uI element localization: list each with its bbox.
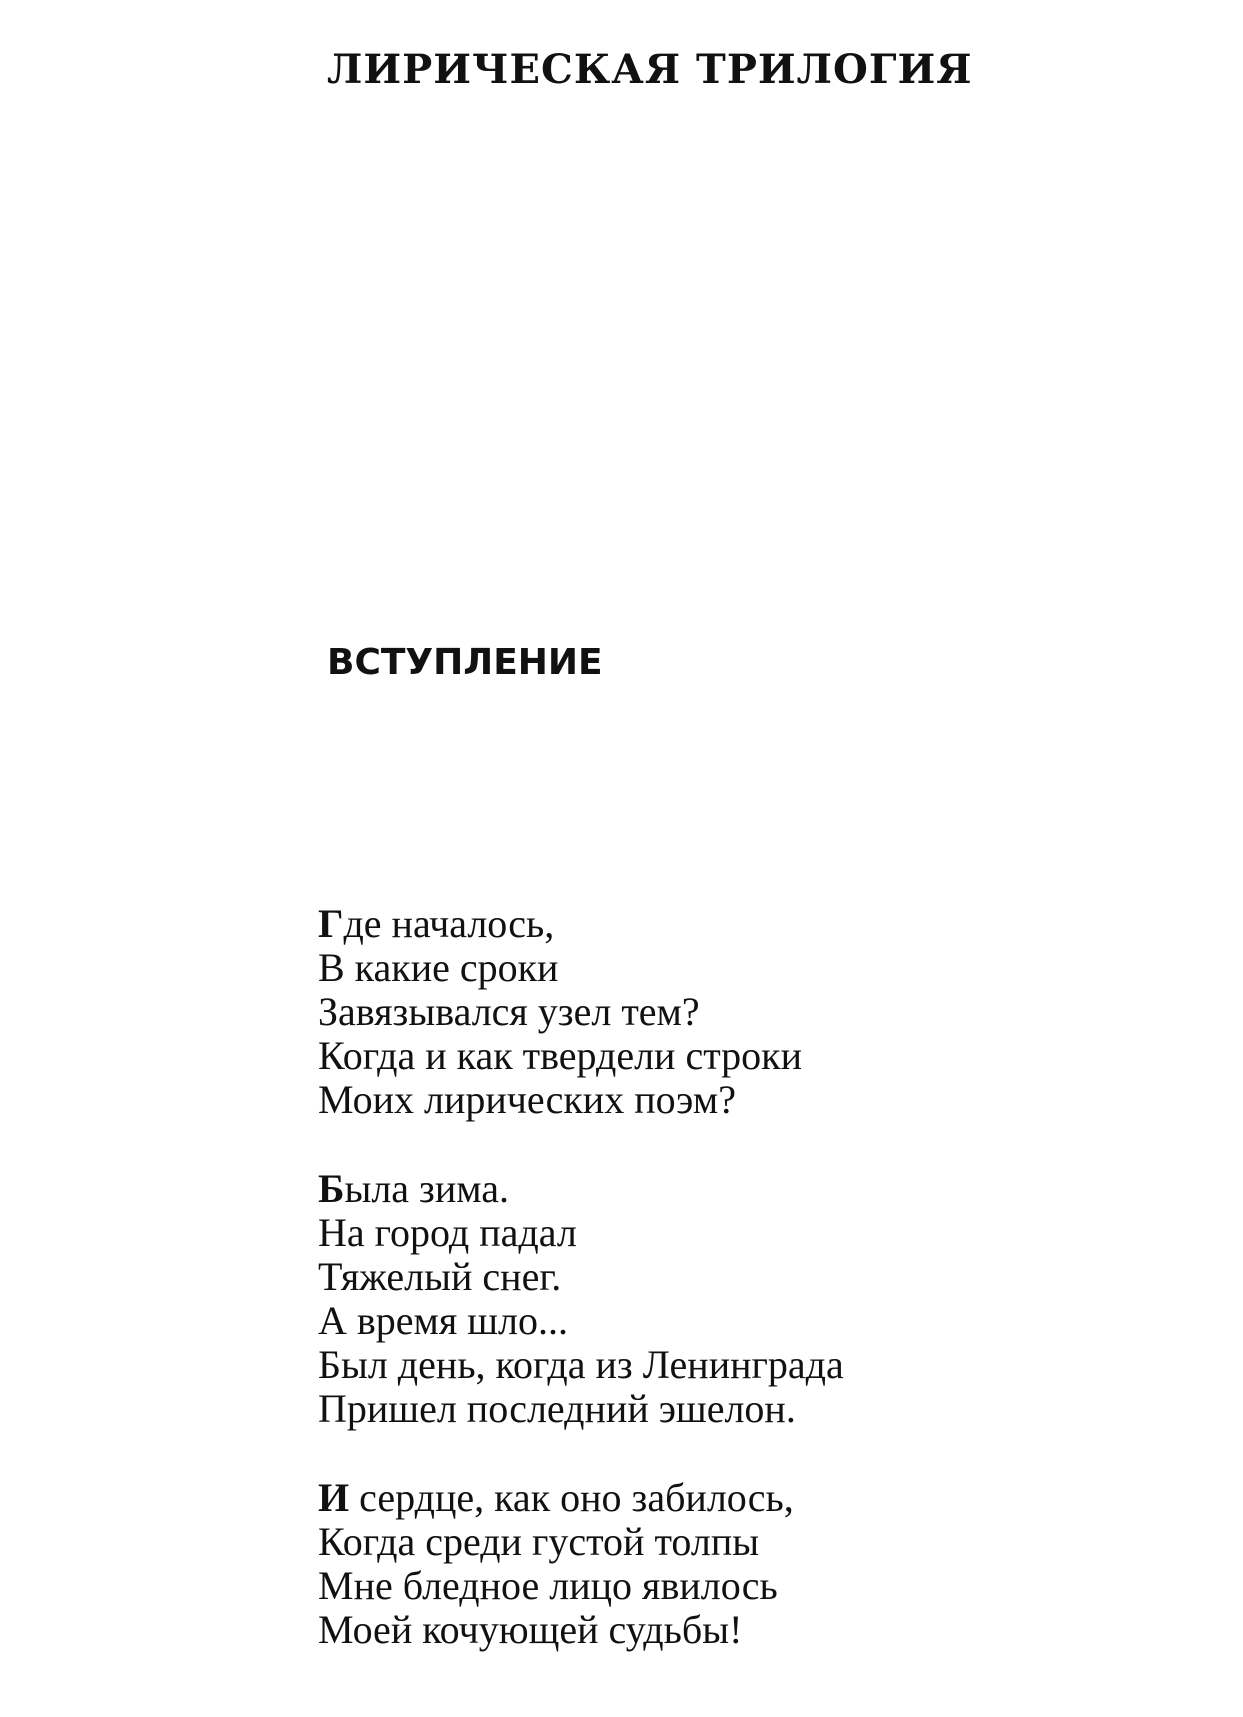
poem-line: Моей кочующей судьбы! [318, 1607, 743, 1652]
poem-line: А время шло... [318, 1298, 568, 1343]
poem-line: Тяжелый снег. [318, 1254, 562, 1299]
poem-line: Моих лирических поэм? [318, 1077, 736, 1122]
poem-line: На город падал [318, 1210, 577, 1255]
poem-line: Мне бледное лицо явилось [318, 1563, 778, 1608]
section-title: ВСТУПЛЕНИЕ [327, 642, 603, 683]
poem-line: Когда среди густой толпы [318, 1519, 760, 1564]
poem-text [318, 902, 1118, 1697]
poem-line: Была зима. [318, 1166, 510, 1211]
poem-line: Завязывался узел тем? [318, 989, 700, 1034]
poem-line: Где началось, [318, 901, 555, 946]
poem-line: В какие сроки [318, 945, 559, 990]
stanza-3 [318, 1476, 1118, 1652]
book-title: ЛИРИЧЕСКАЯ ТРИЛОГИЯ [327, 46, 973, 93]
poem-line: Был день, когда из Ленинграда [318, 1342, 844, 1387]
poem-line: Когда и как твердели строки [318, 1033, 803, 1078]
poem-line: Пришел последний эшелон. [318, 1386, 796, 1431]
stanza-2 [318, 1167, 1118, 1431]
poem-line: И сердце, как оно забилось, [318, 1475, 794, 1520]
stanza-1 [318, 902, 1118, 1122]
